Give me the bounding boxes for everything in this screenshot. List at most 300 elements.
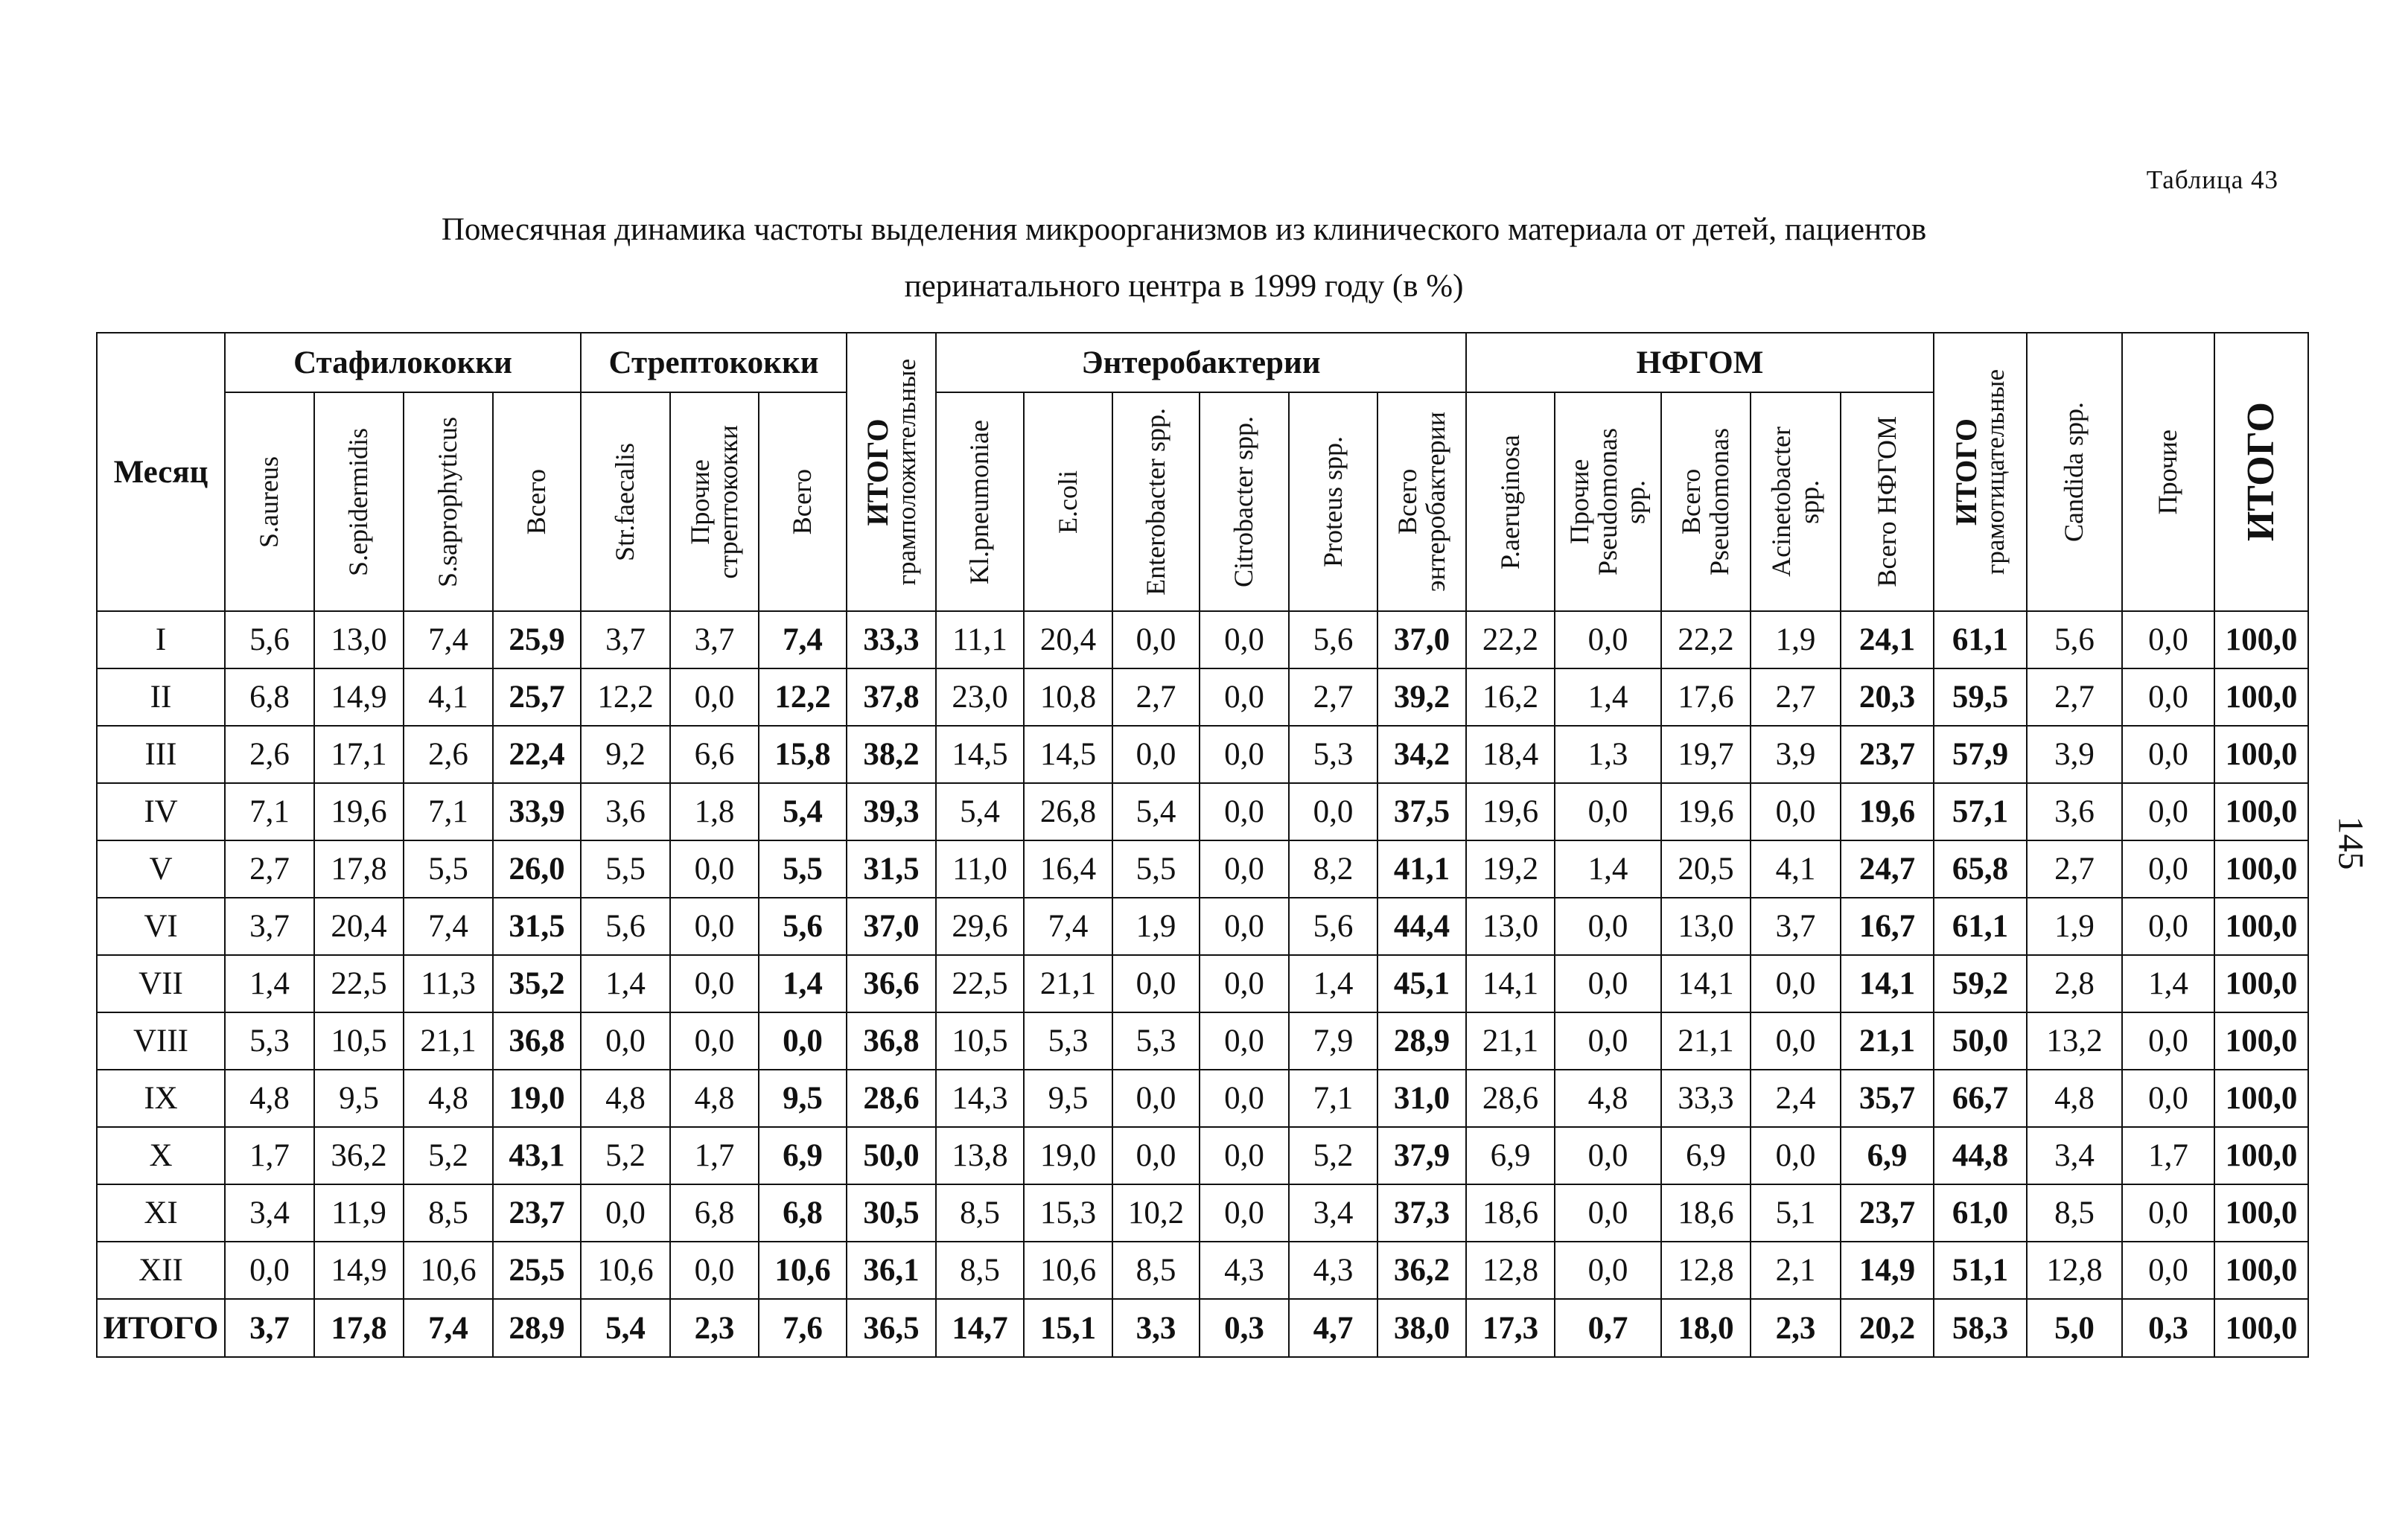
value-cell: 0,0 xyxy=(581,1012,670,1070)
value-cell: 25,9 xyxy=(493,611,581,668)
value-cell: 21,1 xyxy=(1841,1012,1934,1070)
value-cell: 0,0 xyxy=(2122,1012,2214,1070)
nfgom-group-header: НФГОМ xyxy=(1466,333,1934,392)
value-cell: 0,0 xyxy=(1112,1070,1200,1127)
value-cell: 0,0 xyxy=(1555,1127,1661,1184)
value-cell: 2,7 xyxy=(225,840,314,898)
value-cell: 8,5 xyxy=(2027,1184,2122,1242)
value-cell: 10,8 xyxy=(1024,668,1112,726)
value-cell: 0,0 xyxy=(670,668,759,726)
value-cell: 1,4 xyxy=(1555,840,1661,898)
value-cell: 13,0 xyxy=(1466,898,1555,955)
value-cell: 3,7 xyxy=(1751,898,1841,955)
value-cell: 0,0 xyxy=(1200,1012,1289,1070)
value-cell: 44,8 xyxy=(1934,1127,2027,1184)
str-faecalis-header: Str.faecalis xyxy=(581,392,670,611)
value-cell: 0,0 xyxy=(1751,1012,1841,1070)
table-title-line-2: перинатального центра в 1999 году (в %) xyxy=(904,269,1464,304)
value-cell: 0,0 xyxy=(1200,783,1289,840)
value-cell: 6,8 xyxy=(225,668,314,726)
value-cell: 2,7 xyxy=(2027,840,2122,898)
value-cell: 0,0 xyxy=(1555,898,1661,955)
value-cell: 5,2 xyxy=(404,1127,493,1184)
value-cell: 0,0 xyxy=(1555,1242,1661,1299)
value-cell: 36,8 xyxy=(493,1012,581,1070)
value-cell: 24,7 xyxy=(1841,840,1934,898)
value-cell: 8,5 xyxy=(936,1242,1024,1299)
value-cell: 12,8 xyxy=(1466,1242,1555,1299)
value-cell: 0,0 xyxy=(2122,611,2214,668)
value-cell: 0,0 xyxy=(1751,1127,1841,1184)
s-aureus-header: S.aureus xyxy=(225,392,314,611)
page-number: 145 xyxy=(2331,816,2371,870)
value-cell: 0,0 xyxy=(670,1242,759,1299)
value-cell: 31,5 xyxy=(847,840,936,898)
value-cell: 7,1 xyxy=(225,783,314,840)
value-cell: 22,2 xyxy=(1466,611,1555,668)
value-cell: 2,4 xyxy=(1751,1070,1841,1127)
value-cell: 14,5 xyxy=(1024,726,1112,783)
value-cell: 0,0 xyxy=(670,840,759,898)
value-cell: 0,0 xyxy=(1555,1184,1661,1242)
value-cell: 61,1 xyxy=(1934,898,2027,955)
value-cell: 13,0 xyxy=(1661,898,1751,955)
value-cell: 0,0 xyxy=(1289,783,1377,840)
value-cell: 23,7 xyxy=(493,1184,581,1242)
value-cell: 36,2 xyxy=(314,1127,404,1184)
value-cell: 14,1 xyxy=(1466,955,1555,1012)
value-cell: 15,3 xyxy=(1024,1184,1112,1242)
value-cell: 14,9 xyxy=(1841,1242,1934,1299)
month-header: Месяц xyxy=(97,333,225,611)
value-cell: 33,3 xyxy=(847,611,936,668)
value-cell: 0,3 xyxy=(2122,1299,2214,1357)
value-cell: 16,7 xyxy=(1841,898,1934,955)
value-cell: 3,6 xyxy=(2027,783,2122,840)
value-cell: 18,6 xyxy=(1661,1184,1751,1242)
value-cell: 3,6 xyxy=(581,783,670,840)
strep-group-header: Стрептококки xyxy=(581,333,847,392)
value-cell: 0,0 xyxy=(1200,611,1289,668)
value-cell: 0,0 xyxy=(1200,955,1289,1012)
value-cell: 0,0 xyxy=(1555,1012,1661,1070)
value-cell: 5,3 xyxy=(1112,1012,1200,1070)
value-cell: 3,7 xyxy=(225,1299,314,1357)
month-cell: XII xyxy=(97,1242,225,1299)
e-coli-header: E.coli xyxy=(1024,392,1112,611)
value-cell: 0,0 xyxy=(581,1184,670,1242)
grand-total-header: ИТОГО xyxy=(2214,333,2308,611)
value-cell: 23,0 xyxy=(936,668,1024,726)
value-cell: 50,0 xyxy=(1934,1012,2027,1070)
other-header: Прочие xyxy=(2122,333,2214,611)
value-cell: 22,4 xyxy=(493,726,581,783)
table-row xyxy=(97,840,2308,898)
value-cell: 22,5 xyxy=(936,955,1024,1012)
value-cell: 5,5 xyxy=(581,840,670,898)
value-cell: 10,6 xyxy=(581,1242,670,1299)
value-cell: 3,4 xyxy=(225,1184,314,1242)
value-cell: 25,5 xyxy=(493,1242,581,1299)
value-cell: 2,3 xyxy=(670,1299,759,1357)
value-cell: 12,2 xyxy=(581,668,670,726)
value-cell: 11,3 xyxy=(404,955,493,1012)
value-cell: 0,0 xyxy=(2122,726,2214,783)
month-cell: X xyxy=(97,1127,225,1184)
value-cell: 10,6 xyxy=(404,1242,493,1299)
value-cell: 28,9 xyxy=(493,1299,581,1357)
value-cell: 100,0 xyxy=(2214,1070,2308,1127)
month-cell: III xyxy=(97,726,225,783)
value-cell: 17,6 xyxy=(1661,668,1751,726)
value-cell: 0,0 xyxy=(1751,783,1841,840)
value-cell: 37,0 xyxy=(847,898,936,955)
value-cell: 30,5 xyxy=(847,1184,936,1242)
value-cell: 5,4 xyxy=(759,783,847,840)
value-cell: 6,6 xyxy=(670,726,759,783)
value-cell: 37,0 xyxy=(1377,611,1466,668)
value-cell: 0,0 xyxy=(670,898,759,955)
value-cell: 5,2 xyxy=(581,1127,670,1184)
month-cell: VI xyxy=(97,898,225,955)
value-cell: 7,9 xyxy=(1289,1012,1377,1070)
value-cell: 50,0 xyxy=(847,1127,936,1184)
value-cell: 6,8 xyxy=(670,1184,759,1242)
table-number: Таблица 43 xyxy=(2146,165,2278,194)
value-cell: 3,7 xyxy=(225,898,314,955)
value-cell: 26,8 xyxy=(1024,783,1112,840)
value-cell: 0,0 xyxy=(759,1012,847,1070)
value-cell: 2,6 xyxy=(225,726,314,783)
value-cell: 7,4 xyxy=(404,611,493,668)
value-cell: 18,4 xyxy=(1466,726,1555,783)
value-cell: 0,0 xyxy=(1200,1070,1289,1127)
value-cell: 31,0 xyxy=(1377,1070,1466,1127)
value-cell: 6,9 xyxy=(1466,1127,1555,1184)
value-cell: 19,0 xyxy=(493,1070,581,1127)
value-cell: 1,4 xyxy=(225,955,314,1012)
value-cell: 5,3 xyxy=(225,1012,314,1070)
value-cell: 57,1 xyxy=(1934,783,2027,840)
value-cell: 100,0 xyxy=(2214,611,2308,668)
value-cell: 0,0 xyxy=(1555,611,1661,668)
value-cell: 21,1 xyxy=(1024,955,1112,1012)
value-cell: 12,2 xyxy=(759,668,847,726)
value-cell: 51,1 xyxy=(1934,1242,2027,1299)
value-cell: 7,1 xyxy=(1289,1070,1377,1127)
value-cell: 13,0 xyxy=(314,611,404,668)
value-cell: 13,2 xyxy=(2027,1012,2122,1070)
value-cell: 0,0 xyxy=(1200,898,1289,955)
proteus-header: Proteus spp. xyxy=(1289,392,1377,611)
value-cell: 23,7 xyxy=(1841,1184,1934,1242)
value-cell: 1,4 xyxy=(1289,955,1377,1012)
value-cell: 11,9 xyxy=(314,1184,404,1242)
value-cell: 3,9 xyxy=(1751,726,1841,783)
value-cell: 11,1 xyxy=(936,611,1024,668)
value-cell: 9,5 xyxy=(759,1070,847,1127)
enterobacter-header: Enterobacter spp. xyxy=(1112,392,1200,611)
table-row xyxy=(97,726,2308,783)
value-cell: 2,7 xyxy=(1751,668,1841,726)
value-cell: 41,1 xyxy=(1377,840,1466,898)
table-row xyxy=(97,1184,2308,1242)
value-cell: 45,1 xyxy=(1377,955,1466,1012)
value-cell: 3,7 xyxy=(670,611,759,668)
value-cell: 0,0 xyxy=(2122,840,2214,898)
value-cell: 19,6 xyxy=(314,783,404,840)
value-cell: 17,8 xyxy=(314,1299,404,1357)
table-row xyxy=(97,1012,2308,1070)
value-cell: 26,0 xyxy=(493,840,581,898)
value-cell: 0,0 xyxy=(1200,668,1289,726)
value-cell: 36,5 xyxy=(847,1299,936,1357)
value-cell: 1,4 xyxy=(581,955,670,1012)
value-cell: 5,5 xyxy=(1112,840,1200,898)
value-cell: 3,9 xyxy=(2027,726,2122,783)
value-cell: 20,2 xyxy=(1841,1299,1934,1357)
value-cell: 5,6 xyxy=(581,898,670,955)
value-cell: 43,1 xyxy=(493,1127,581,1184)
month-cell: IV xyxy=(97,783,225,840)
value-cell: 57,9 xyxy=(1934,726,2027,783)
total-label-cell: ИТОГО xyxy=(97,1299,225,1357)
value-cell: 4,8 xyxy=(2027,1070,2122,1127)
value-cell: 0,0 xyxy=(1112,611,1200,668)
value-cell: 36,8 xyxy=(847,1012,936,1070)
value-cell: 14,9 xyxy=(314,1242,404,1299)
value-cell: 7,4 xyxy=(1024,898,1112,955)
table-row xyxy=(97,611,2308,668)
value-cell: 3,4 xyxy=(1289,1184,1377,1242)
value-cell: 17,8 xyxy=(314,840,404,898)
value-cell: 5,3 xyxy=(1024,1012,1112,1070)
value-cell: 0,0 xyxy=(1112,1127,1200,1184)
table-row xyxy=(97,783,2308,840)
value-cell: 9,5 xyxy=(314,1070,404,1127)
value-cell: 36,2 xyxy=(1377,1242,1466,1299)
candida-header: Candida spp. xyxy=(2027,333,2122,611)
citrobacter-header: Citrobacter spp. xyxy=(1200,392,1289,611)
value-cell: 16,2 xyxy=(1466,668,1555,726)
month-cell: II xyxy=(97,668,225,726)
value-cell: 1,9 xyxy=(2027,898,2122,955)
acinetobacter-header: Acinetobacter spp. xyxy=(1751,392,1841,611)
value-cell: 5,1 xyxy=(1751,1184,1841,1242)
value-cell: 37,9 xyxy=(1377,1127,1466,1184)
table-body xyxy=(97,611,2308,1357)
value-cell: 0,0 xyxy=(225,1242,314,1299)
entero-group-header: Энтеробактерии xyxy=(936,333,1466,392)
table-row xyxy=(97,668,2308,726)
value-cell: 6,9 xyxy=(759,1127,847,1184)
gram-negative-total-header: ИТОГО грамотицательные xyxy=(1934,333,2027,611)
value-cell: 1,8 xyxy=(670,783,759,840)
gram-positive-total-header: ИТОГО грамположительные xyxy=(847,333,936,611)
value-cell: 0,0 xyxy=(2122,1184,2214,1242)
value-cell: 100,0 xyxy=(2214,668,2308,726)
table-row xyxy=(97,1127,2308,1184)
value-cell: 0,0 xyxy=(1751,955,1841,1012)
strep-all-header: Всего xyxy=(759,392,847,611)
value-cell: 14,1 xyxy=(1661,955,1751,1012)
month-cell: I xyxy=(97,611,225,668)
month-cell: IX xyxy=(97,1070,225,1127)
value-cell: 21,1 xyxy=(1466,1012,1555,1070)
table-row xyxy=(97,955,2308,1012)
microorganism-table xyxy=(96,332,2309,1358)
value-cell: 1,4 xyxy=(1555,668,1661,726)
value-cell: 20,4 xyxy=(1024,611,1112,668)
value-cell: 7,4 xyxy=(404,898,493,955)
value-cell: 1,3 xyxy=(1555,726,1661,783)
value-cell: 1,7 xyxy=(225,1127,314,1184)
value-cell: 10,6 xyxy=(1024,1242,1112,1299)
value-cell: 5,2 xyxy=(1289,1127,1377,1184)
value-cell: 19,6 xyxy=(1466,783,1555,840)
value-cell: 14,5 xyxy=(936,726,1024,783)
month-cell: VIII xyxy=(97,1012,225,1070)
value-cell: 0,0 xyxy=(1555,955,1661,1012)
s-epidermidis-header: S.epidermidis xyxy=(314,392,404,611)
value-cell: 18,6 xyxy=(1466,1184,1555,1242)
value-cell: 0,0 xyxy=(1112,955,1200,1012)
value-cell: 0,0 xyxy=(2122,783,2214,840)
value-cell: 5,3 xyxy=(1289,726,1377,783)
value-cell: 19,6 xyxy=(1841,783,1934,840)
value-cell: 3,7 xyxy=(581,611,670,668)
value-cell: 28,6 xyxy=(1466,1070,1555,1127)
value-cell: 28,9 xyxy=(1377,1012,1466,1070)
value-cell: 10,5 xyxy=(936,1012,1024,1070)
value-cell: 4,1 xyxy=(404,668,493,726)
value-cell: 4,8 xyxy=(670,1070,759,1127)
value-cell: 0,7 xyxy=(1555,1299,1661,1357)
value-cell: 38,0 xyxy=(1377,1299,1466,1357)
value-cell: 100,0 xyxy=(2214,1184,2308,1242)
value-cell: 1,9 xyxy=(1751,611,1841,668)
pseudomonas-all-header: Всего Pseudomonas xyxy=(1661,392,1751,611)
pseudomonas-other-header: Прочие Pseudomonas spp. xyxy=(1555,392,1661,611)
nfgom-all-header: Всего НФГОМ xyxy=(1841,392,1934,611)
value-cell: 1,7 xyxy=(670,1127,759,1184)
value-cell: 0,0 xyxy=(2122,898,2214,955)
value-cell: 18,0 xyxy=(1661,1299,1751,1357)
value-cell: 5,4 xyxy=(1112,783,1200,840)
value-cell: 36,6 xyxy=(847,955,936,1012)
value-cell: 14,3 xyxy=(936,1070,1024,1127)
value-cell: 100,0 xyxy=(2214,1012,2308,1070)
value-cell: 20,3 xyxy=(1841,668,1934,726)
value-cell: 100,0 xyxy=(2214,840,2308,898)
value-cell: 1,7 xyxy=(2122,1127,2214,1184)
value-cell: 100,0 xyxy=(2214,898,2308,955)
value-cell: 3,3 xyxy=(1112,1299,1200,1357)
value-cell: 19,2 xyxy=(1466,840,1555,898)
value-cell: 10,6 xyxy=(759,1242,847,1299)
value-cell: 12,8 xyxy=(1661,1242,1751,1299)
value-cell: 21,1 xyxy=(404,1012,493,1070)
month-cell: XI xyxy=(97,1184,225,1242)
s-saprophyticus-header: S.saprophyticus xyxy=(404,392,493,611)
value-cell: 6,8 xyxy=(759,1184,847,1242)
value-cell: 6,9 xyxy=(1841,1127,1934,1184)
value-cell: 20,4 xyxy=(314,898,404,955)
value-cell: 100,0 xyxy=(2214,955,2308,1012)
value-cell: 0,0 xyxy=(1200,840,1289,898)
value-cell: 34,2 xyxy=(1377,726,1466,783)
value-cell: 4,8 xyxy=(1555,1070,1661,1127)
value-cell: 5,6 xyxy=(2027,611,2122,668)
value-cell: 5,5 xyxy=(404,840,493,898)
value-cell: 17,3 xyxy=(1466,1299,1555,1357)
value-cell: 16,4 xyxy=(1024,840,1112,898)
value-cell: 15,8 xyxy=(759,726,847,783)
value-cell: 6,9 xyxy=(1661,1127,1751,1184)
value-cell: 8,5 xyxy=(936,1184,1024,1242)
value-cell: 59,2 xyxy=(1934,955,2027,1012)
value-cell: 25,7 xyxy=(493,668,581,726)
value-cell: 0,0 xyxy=(1112,726,1200,783)
value-cell: 1,4 xyxy=(759,955,847,1012)
value-cell: 4,3 xyxy=(1289,1242,1377,1299)
month-cell: V xyxy=(97,840,225,898)
value-cell: 0,0 xyxy=(670,955,759,1012)
value-cell: 7,1 xyxy=(404,783,493,840)
value-cell: 35,7 xyxy=(1841,1070,1934,1127)
value-cell: 0,0 xyxy=(2122,1242,2214,1299)
value-cell: 15,1 xyxy=(1024,1299,1112,1357)
value-cell: 10,5 xyxy=(314,1012,404,1070)
value-cell: 21,1 xyxy=(1661,1012,1751,1070)
value-cell: 37,5 xyxy=(1377,783,1466,840)
value-cell: 0,0 xyxy=(2122,668,2214,726)
value-cell: 65,8 xyxy=(1934,840,2027,898)
value-cell: 9,5 xyxy=(1024,1070,1112,1127)
value-cell: 8,5 xyxy=(404,1184,493,1242)
value-cell: 12,8 xyxy=(2027,1242,2122,1299)
value-cell: 1,9 xyxy=(1112,898,1200,955)
value-cell: 39,3 xyxy=(847,783,936,840)
month-cell: VII xyxy=(97,955,225,1012)
value-cell: 4,8 xyxy=(581,1070,670,1127)
value-cell: 11,0 xyxy=(936,840,1024,898)
value-cell: 0,0 xyxy=(670,1012,759,1070)
value-cell: 2,3 xyxy=(1751,1299,1841,1357)
value-cell: 14,7 xyxy=(936,1299,1024,1357)
value-cell: 0,3 xyxy=(1200,1299,1289,1357)
p-aeruginosa-header: P.aeruginosa xyxy=(1466,392,1555,611)
value-cell: 44,4 xyxy=(1377,898,1466,955)
value-cell: 36,1 xyxy=(847,1242,936,1299)
value-cell: 2,7 xyxy=(2027,668,2122,726)
value-cell: 17,1 xyxy=(314,726,404,783)
value-cell: 33,3 xyxy=(1661,1070,1751,1127)
value-cell: 61,1 xyxy=(1934,611,2027,668)
value-cell: 2,8 xyxy=(2027,955,2122,1012)
value-cell: 2,7 xyxy=(1289,668,1377,726)
value-cell: 38,2 xyxy=(847,726,936,783)
value-cell: 5,6 xyxy=(1289,611,1377,668)
value-cell: 3,4 xyxy=(2027,1127,2122,1184)
value-cell: 4,1 xyxy=(1751,840,1841,898)
value-cell: 0,0 xyxy=(1200,726,1289,783)
value-cell: 100,0 xyxy=(2214,1299,2308,1357)
value-cell: 4,3 xyxy=(1200,1242,1289,1299)
table-row xyxy=(97,1070,2308,1127)
value-cell: 37,8 xyxy=(847,668,936,726)
kl-pneumoniae-header: Kl.pneumoniae xyxy=(936,392,1024,611)
